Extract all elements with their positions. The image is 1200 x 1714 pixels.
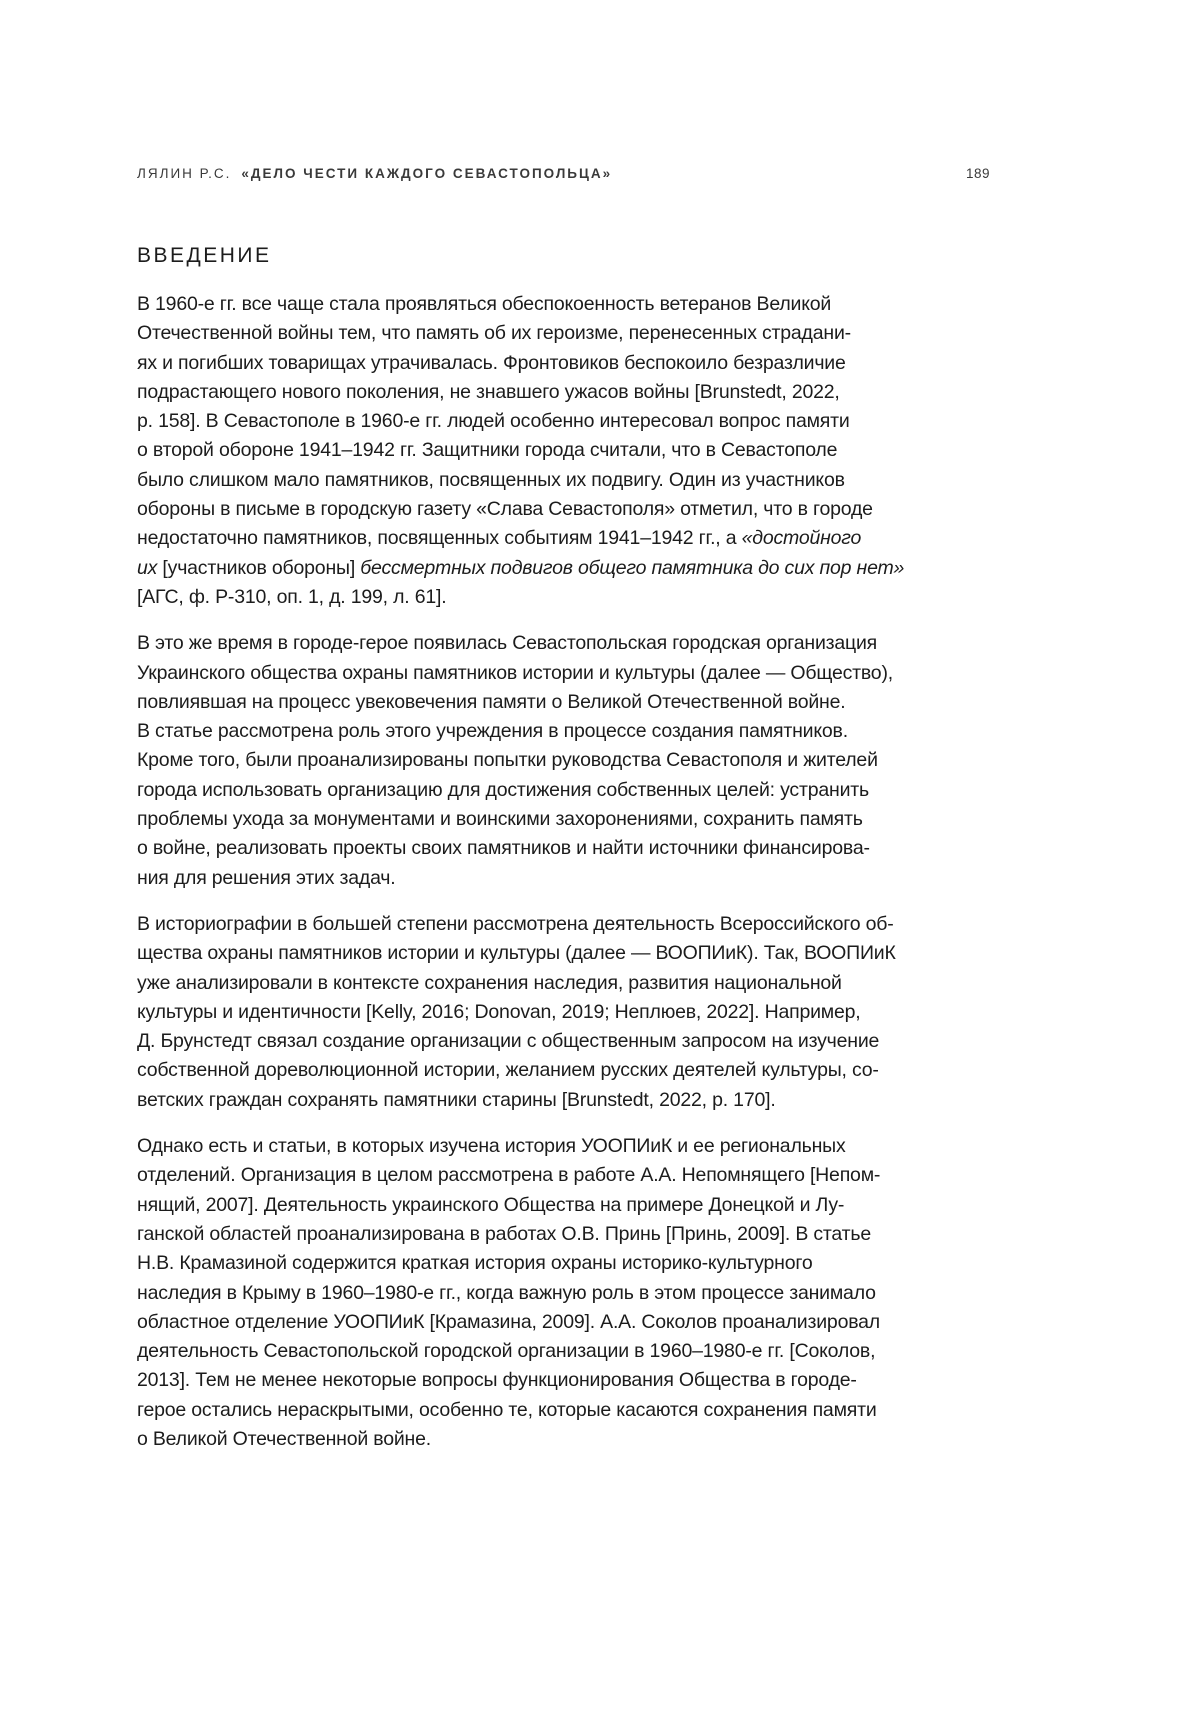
text-line: о Великой Отечественной войне. (137, 1427, 431, 1450)
text-line: ях и погибших товарищах утрачивалась. Фронтовиков беспокоило безразличие (137, 351, 846, 374)
text-line: ганской областей проанализирована в работах О.В. Принь [Принь, 2009]. В статье (137, 1222, 871, 1245)
running-header (137, 166, 990, 186)
article-body (137, 290, 1017, 1471)
text-line: Н.В. Крамазиной содержится краткая история охраны историко-культурного (137, 1252, 813, 1275)
text-line: нящий, 2007]. Деятельность украинского Общества на примере Донецкой и Лу- (137, 1193, 845, 1216)
quote-italic: бессмертных подвигов общего памятника до сих пор нет» (360, 556, 905, 579)
header-article-title: «ДЕЛО ЧЕСТИ КАЖДОГО СЕВАСТОПОЛЬЦА» (241, 166, 613, 181)
text-line: Кроме того, были проанализированы попытки руководства Севастополя и жителей (137, 749, 878, 772)
text-line: уже анализировали в контексте сохранения наследия, развития национальной (137, 971, 842, 994)
text-line: Украинского общества охраны памятников истории и культуры (далее — Общество), (137, 661, 893, 684)
text-line: ветских граждан сохранять памятники старины [Brunstedt, 2022, p. 170]. (137, 1088, 776, 1111)
text-line: города использовать организацию для достижения собственных целей: устранить (137, 778, 869, 801)
text-line: В 1960-е гг. все чаще стала проявляться обеспокоенность ветеранов Великой (137, 293, 832, 315)
text-line: о второй обороне 1941–1942 гг. Защитники города считали, что в Севастополе (137, 439, 838, 462)
section-heading: ВВЕДЕНИЕ (137, 244, 272, 267)
text-line: [АГС, ф. Р-310, оп. 1, д. 199, л. 61]. (137, 585, 447, 608)
text-line (137, 554, 1017, 583)
page-number: 189 (965, 166, 990, 181)
paragraph-2 (137, 629, 1017, 893)
text-line: 2013]. Тем не менее некоторые вопросы функционирования Общества в городе- (137, 1369, 857, 1392)
text-line: В это же время в городе-герое появилась Севастопольская городская организация (137, 632, 878, 655)
paragraph-4 (137, 1132, 1017, 1454)
text-line: обороны в письме в городскую газету «Слава Севастополя» отметил, что в городе (137, 498, 873, 521)
text-run: [участников обороны] (157, 556, 361, 579)
text-line: подрастающего нового поколения, не знавшего ужасов войны [Brunstedt, 2022, (137, 380, 840, 403)
text-line: областное отделение УООПИиК [Крамазина, 2009]. А.А. Соколов проанализировал (137, 1310, 880, 1333)
text-line: В статье рассмотрена роль этого учреждения в процессе создания памятников. (137, 720, 848, 743)
text-line: Отечественной войны тем, что память об их героизме, перенесенных страдани- (137, 322, 851, 345)
text-line: повлиявшая на процесс увековечения памяти о Великой Отечественной войне. (137, 690, 846, 713)
text-line: ния для решения этих задач. (137, 866, 396, 889)
text-line: щества охраны памятников истории и культуры (далее — ВООПИиК). Так, ВООПИиК (137, 942, 896, 965)
paragraph-1 (137, 290, 1017, 612)
text-line: проблемы ухода за монументами и воинскими захоронениями, сохранить память (137, 808, 863, 831)
text-line: наследия в Крыму в 1960–1980-е гг., когда важную роль в этом процессе занимало (137, 1281, 876, 1304)
text-line: собственной дореволюционной истории, желанием русских деятелей культуры, со- (137, 1059, 879, 1082)
text-line: о войне, реализовать проекты своих памятников и найти источники финансирова- (137, 837, 870, 860)
text-line: Однако есть и статьи, в которых изучена история УООПИиК и ее региональных (137, 1135, 846, 1158)
text-line: В историографии в большей степени рассмотрена деятельность Всероссийского об- (137, 912, 894, 935)
text-line: культуры и идентичности [Kelly, 2016; Donovan, 2019; Неплюев, 2022]. Например, (137, 1000, 861, 1023)
quote-italic: «достойного (741, 527, 862, 550)
text-line (137, 524, 1017, 553)
text-line: деятельность Севастопольской городской организации в 1960–1980-е гг. [Соколов, (137, 1340, 876, 1363)
text-run: недостаточно памятников, посвященных событиям 1941–1942 гг., а (137, 527, 742, 550)
text-line: Д. Брунстедт связал создание организации с общественным запросом на изучение (137, 1030, 880, 1053)
text-line: p. 158]. В Севастополе в 1960-е гг. людей особенно интересовал вопрос памяти (137, 410, 850, 433)
text-line: герое остались нераскрытыми, особенно те, которые касаются сохранения памяти (137, 1398, 877, 1421)
quote-italic: их (137, 556, 158, 579)
text-line: отделений. Организация в целом рассмотрена в работе А.А. Непомнящего [Непом- (137, 1164, 881, 1187)
text-line: было слишком мало памятников, посвященных их подвигу. Один из участников (137, 468, 845, 491)
paragraph-3 (137, 910, 1017, 1115)
header-author: ЛЯЛИН Р.С. (137, 166, 232, 181)
